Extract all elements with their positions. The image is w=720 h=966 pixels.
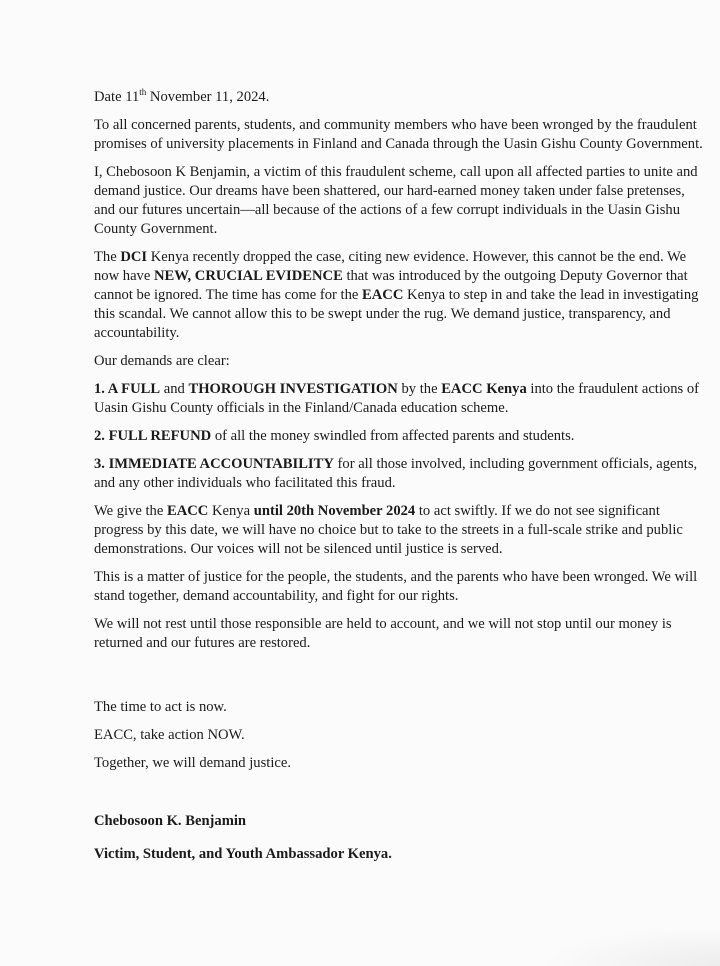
date-suffix: th — [139, 87, 147, 98]
dci-paragraph — [94, 248, 706, 343]
signature-title: Victim, Student, and Youth Ambassador Kenya. — [94, 846, 392, 862]
deadline-bold-2: until 20th November 2024 — [253, 503, 416, 519]
page-shadow — [540, 926, 720, 966]
demand-1-bold-2: THOROUGH INVESTIGATION — [188, 381, 398, 397]
deadline-text-1: We give the — [94, 503, 167, 519]
dci-bold-3: EACC — [362, 287, 404, 303]
date-day: 11 — [125, 89, 140, 105]
letter-date: Date 11th November 11, 2024. — [94, 87, 270, 105]
demand-3 — [94, 455, 706, 493]
date-rest: November 11, 2024. — [146, 89, 270, 105]
demand-3-text: for all those involved, including government officials, agents, and any other individuals who facilitated this fraud. — [94, 456, 698, 491]
closing-line-3: Together, we will demand justice. — [94, 755, 291, 771]
deadline-text-3: to act swiftly. If we do not see significant progress by this date, we will have no choice but to take to the streets in a full-scale strike and public demonstrations. Our voices will not be silenced until justice is served. — [94, 503, 683, 557]
demand-1-bold-3: EACC Kenya — [441, 381, 527, 397]
dci-text-2: Kenya recently dropped the case, citing new evidence. However, this cannot be the end. We now have — [94, 249, 687, 284]
demands-intro: Our demands are clear: — [94, 353, 230, 369]
demand-3-bold: 3. IMMEDIATE ACCOUNTABILITY — [94, 456, 334, 472]
demand-1-text-1: and — [160, 381, 189, 397]
deadline-text-2: Kenya — [208, 503, 254, 519]
demand-1 — [94, 380, 706, 418]
intro-paragraph: To all concerned parents, students, and community members who have been wronged by the fraudulent promises of university placements in Finland and Canada through the Uasin Gishu County Government. — [94, 117, 703, 152]
demand-1-bold-1: 1. A FULL — [94, 381, 161, 397]
demand-2-bold: 2. FULL REFUND — [94, 428, 212, 444]
dci-bold-1: DCI — [120, 249, 148, 265]
closing-line-2: EACC, take action NOW. — [94, 727, 245, 743]
closing-line-1: The time to act is now. — [94, 699, 227, 715]
dci-text-1: The — [94, 249, 121, 265]
call-paragraph: I, Chebosoon K Benjamin, a victim of this fraudulent scheme, call upon all affected parties to unite and demand justice. Our dreams have been shattered, our hard-earned money taken under false pretenses, and our futures uncertain—all because of the actions of a few corrupt individuals in the Uasin Gishu County Government. — [94, 164, 698, 237]
spacer — [94, 662, 706, 698]
signature-name: Chebosoon K. Benjamin — [94, 813, 247, 829]
dci-text-3: that was introduced by the outgoing Deputy Governor that cannot be ignored. The time has come for the — [94, 268, 688, 303]
demand-2 — [94, 427, 706, 446]
dci-bold-2: NEW, CRUCIAL EVIDENCE — [153, 268, 343, 284]
justice-paragraph: This is a matter of justice for the people, the students, and the parents who have been wronged. We will stand together, demand accountability, and fight for our rights. — [94, 569, 698, 604]
dci-text-4: Kenya to step in and take the lead in investigating this scandal. We cannot allow this to be swept under the rug. We demand justice, transparency, and accountability. — [94, 287, 699, 341]
deadline-bold-1: EACC — [166, 503, 209, 519]
demand-1-text-2: by the — [397, 381, 442, 397]
deadline-paragraph — [94, 502, 706, 559]
rest-paragraph: We will not rest until those responsible are held to account, and we will not stop until our money is returned and our futures are restored. — [94, 616, 672, 651]
demand-1-text-3: into the fraudulent actions of Uasin Gishu County officials in the Finland/Canada education scheme. — [94, 381, 699, 416]
signature-block — [94, 812, 706, 864]
demand-2-text: of all the money swindled from affected parents and students. — [211, 428, 575, 444]
spacer — [94, 782, 706, 812]
letter-body — [94, 88, 706, 878]
